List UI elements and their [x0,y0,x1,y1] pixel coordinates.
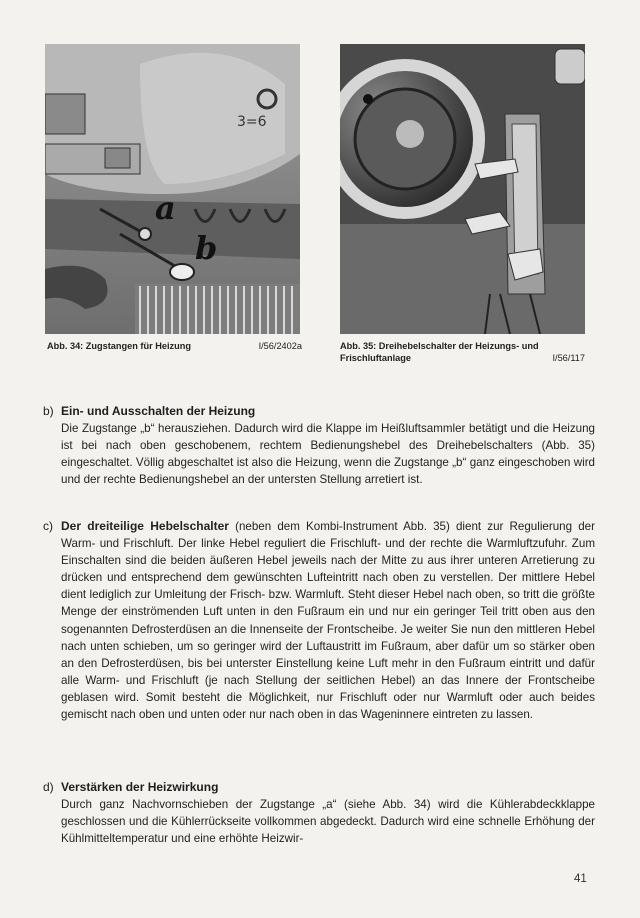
section-d [43,779,595,847]
floor-mat [135,284,300,334]
section-b [43,403,595,488]
section-d-text: Durch ganz Nachvornschieben der Zugstange „a“ (siehe Abb. 34) wird die Kühlerabdeckklappe geschlossen und die Kühlerrückseite vollkommen abgedeckt. Dadurch wird eine schnelle Erhöhung der Kühlmitteltemperatur und eine erhöhte Heizwir- [61,798,595,846]
section-c [43,518,595,723]
badge-36: 3=6 [237,114,267,130]
figure-35-caption-text: Abb. 35: Dreihebelschalter der Heizungs- und Frischluftanlage [340,341,539,363]
section-c-paragraph [61,518,595,723]
section-c-heading: Der dreiteilige Hebelschalter [61,519,229,533]
section-c-text: (neben dem Kombi-Instrument Abb. 35) dient zur Regulierung der Warm- und Frischluft. Der linke Hebel reguliert die Frischluft- und der rechte die Warmluftzufuhr. Zum Einschalten sind die beiden äußeren Hebel jeweils nach der Mitte zu aus ihrer unteren Arretierung zu drücken und entsprechend dem gewünschten Lufteintritt nach oben zu verstellen. Der mittlere Hebel dient lediglich zur Umleitung der Frisch- bzw. Warmluft. Steht dieser Hebel nach oben, so tritt die größte Menge der einströmenden Luft unten in den Fußraum ein und nur ein geringer Teil tritt oben aus den sogenannten Defrosterdüsen an die Innenseite der Frontscheibe. Je weiter Sie nun den mittleren Hebel nach unten schieben, um so geringer wird der Luftaustritt im Fußraum, aber dafür um so stärker oben an den Defrosterdüsen, bis bei unterster Einstellung keine Luft mehr in den Fußraum eintritt und dafür alle Warm- und Frischluft (je nach Stellung der seitlichen Hebel) an das Innere der Frontscheibe geblasen wird. Somit besteht die Möglichkeit, nur Frischluft oder nur Warmluft oder auch beides gemischt nach oben und unten oder nur nach oben in das Wageninnere eintreten zu lassen. [61,520,595,722]
section-d-heading: Verstärken der Heizwirkung [61,780,219,794]
section-b-heading: Ein- und Ausschalten der Heizung [61,404,256,418]
figure-34-ref: I/56/2402a [258,341,302,351]
figure-34-caption-text: Abb. 34: Zugstangen für Heizung [47,341,191,351]
dashboard-pull-rods-image [45,44,300,334]
figure-34-caption [47,340,302,352]
figure-35-caption [340,340,585,364]
section-d-letter: d) [43,780,54,794]
three-lever-switch-image [340,44,585,334]
figure-35-photo [340,44,585,334]
label-b: b [195,229,218,267]
section-b-text: Die Zugstange „b“ herausziehen. Dadurch wird die Klappe im Heißluftsammler betätigt und die Heizung ist bei nach oben geschobenem, rechtem Bedienungshebel des Dreihebelschalters (Abb. 35) eingeschaltet. Völlig abgeschaltet ist also die Heizung, wenn die Zugstange „b“ ganz eingeschoben wird und der rechte Bedienungshebel an der untersten Stellung arretiert ist. [61,422,595,487]
figure-35-ref: I/56/117 [552,353,585,363]
page-number: 41 [574,873,587,885]
label-a: a [155,189,176,227]
section-c-letter: c) [43,519,53,533]
figure-34-photo [45,44,300,334]
section-b-letter: b) [43,404,54,418]
